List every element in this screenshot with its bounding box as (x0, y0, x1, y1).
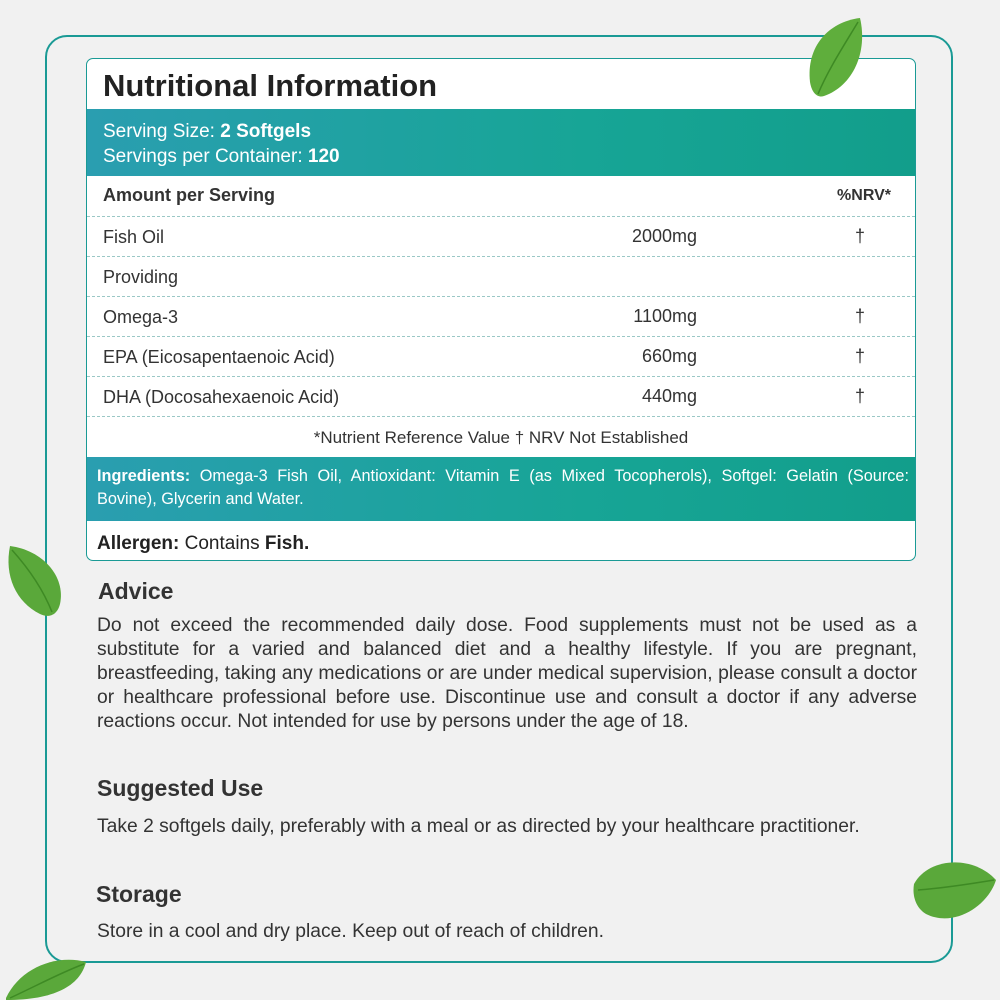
table-row (87, 257, 915, 297)
nrv-footnote: *Nutrient Reference Value † NRV Not Established (313, 428, 689, 447)
nutrition-panel (86, 58, 916, 561)
leaf-icon (908, 850, 1000, 930)
serving-size-value: 2 Softgels (220, 121, 312, 142)
serving-size-line (103, 119, 915, 144)
panel-title: Nutritional Information (103, 68, 438, 103)
nutrient-amount: 1100mg (633, 306, 697, 326)
advice-text: Do not exceed the recommended daily dose. Food supplements must not be used as a substitute for a varied and balanced diet and a healthy lifestyle. If you are pregnant, breastfeeding, taking any medications or are under medical supervision, please consult a doctor or healthcare professional before use. Discontinue use and consult a doctor if any adverse reactions occur. Not intended for use by persons under the age of 18. (97, 615, 917, 732)
leaf-icon (0, 952, 90, 1000)
advice-title: Advice (98, 578, 174, 604)
table-header (87, 176, 915, 217)
table-row (87, 337, 915, 377)
nutrient-nrv: † (854, 346, 865, 366)
suggested-use-text: Take 2 softgels daily, preferably with a meal or as directed by your healthcare practitioner. (97, 816, 860, 837)
allergen-text: Contains (179, 533, 265, 554)
nutrient-amount: 440mg (641, 386, 697, 406)
nutrient-name: EPA (Eicosapentaenoic Acid) (103, 347, 335, 367)
leaf-icon (2, 540, 70, 620)
allergen-value: Fish. (264, 533, 310, 554)
table-row (87, 377, 915, 417)
servings-line (103, 144, 915, 169)
servings-value: 120 (307, 146, 340, 167)
nutrient-name: Providing (103, 267, 179, 287)
storage-text: Store in a cool and dry place. Keep out of reach of children. (97, 921, 604, 942)
serving-info (87, 109, 915, 176)
nutrient-nrv: † (854, 306, 865, 326)
nutrient-name: DHA (Docosahexaenoic Acid) (103, 387, 340, 407)
table-row (87, 297, 915, 337)
amount-header: Amount per Serving (103, 185, 276, 205)
storage-title: Storage (96, 881, 182, 907)
serving-size-label: Serving Size: (103, 121, 215, 142)
ingredients-text: Omega-3 Fish Oil, Antioxidant: Vitamin E (as Mixed Tocopherols), Softgel: Gelatin (Source: Bovine), Glycerin and Water. (97, 467, 909, 508)
nutrient-name: Omega-3 (103, 307, 179, 327)
allergen-line (87, 521, 915, 555)
ingredients-label: Ingredients: (97, 467, 191, 485)
nutrient-nrv: † (854, 226, 865, 246)
nutrient-nrv: † (854, 386, 865, 406)
allergen-label: Allergen: (97, 533, 180, 554)
servings-label: Servings per Container: (103, 146, 303, 167)
nutrient-amount: 2000mg (631, 226, 697, 246)
nrv-header: %NRV* (837, 187, 891, 204)
nutrient-name: Fish Oil (103, 227, 165, 247)
table-row (87, 217, 915, 257)
ingredients-band (87, 457, 915, 521)
leaf-icon (798, 12, 868, 102)
suggested-use-title: Suggested Use (97, 775, 264, 801)
nutrient-amount: 660mg (641, 346, 697, 366)
